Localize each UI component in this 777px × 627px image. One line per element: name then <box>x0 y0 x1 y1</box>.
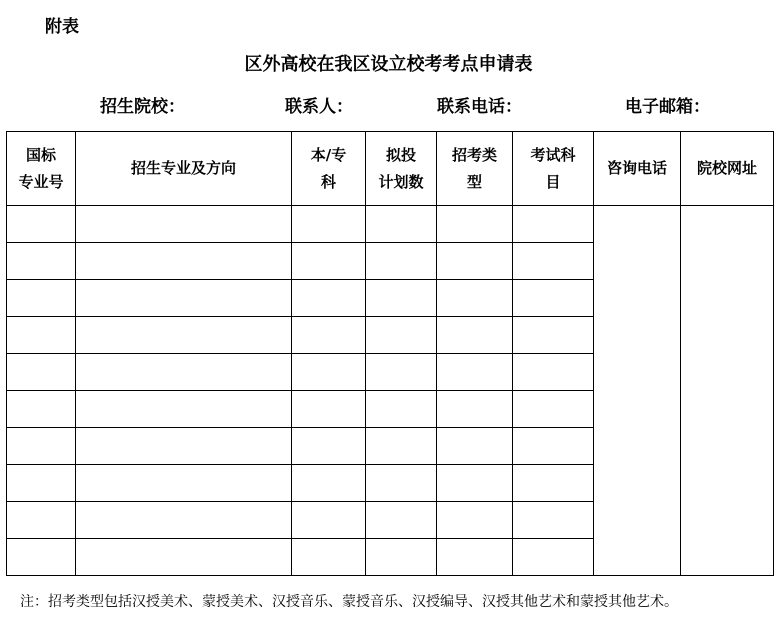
table-cell[interactable] <box>513 317 594 354</box>
table-cell[interactable] <box>513 280 594 317</box>
table-cell[interactable] <box>76 317 292 354</box>
table-cell[interactable] <box>76 354 292 391</box>
contact-field-label: 联系人： <box>285 97 353 117</box>
table-cell[interactable] <box>292 502 366 539</box>
school-field-label: 招生院校： <box>100 97 185 117</box>
phone-field-label: 联系电话： <box>437 97 522 117</box>
table-cell[interactable] <box>513 354 594 391</box>
table-cell[interactable] <box>7 465 76 502</box>
table-cell[interactable] <box>437 502 513 539</box>
header-school-website: 院校网址 <box>681 132 774 206</box>
table-cell[interactable] <box>7 428 76 465</box>
table-cell[interactable] <box>437 317 513 354</box>
table-cell[interactable] <box>76 206 292 243</box>
table-cell[interactable] <box>292 539 366 576</box>
table-cell[interactable] <box>437 539 513 576</box>
table-cell[interactable] <box>366 391 437 428</box>
table-cell[interactable] <box>7 539 76 576</box>
table-cell[interactable] <box>366 465 437 502</box>
email-field-label: 电子邮箱： <box>625 97 710 117</box>
table-cell[interactable] <box>513 428 594 465</box>
header-planned-quota: 拟投 计划数 <box>366 132 437 206</box>
header-exam-subject: 考试科 目 <box>513 132 594 206</box>
table-cell[interactable] <box>7 317 76 354</box>
table-cell[interactable] <box>437 243 513 280</box>
table-cell[interactable] <box>7 354 76 391</box>
table-cell[interactable] <box>437 206 513 243</box>
table-cell[interactable] <box>76 502 292 539</box>
table-cell[interactable] <box>7 280 76 317</box>
footnote: 注：招考类型包括汉授美术、蒙授美术、汉授音乐、蒙授音乐、汉授编导、汉授其他艺术和蒙授其他艺术。 <box>20 594 678 610</box>
table-cell[interactable] <box>366 243 437 280</box>
table-cell[interactable] <box>76 539 292 576</box>
table-cell[interactable] <box>513 539 594 576</box>
table-row <box>7 206 774 243</box>
table-cell[interactable] <box>292 428 366 465</box>
header-consult-phone: 咨询电话 <box>594 132 681 206</box>
table-cell[interactable] <box>366 206 437 243</box>
table-cell[interactable] <box>76 280 292 317</box>
table-cell[interactable] <box>366 317 437 354</box>
table-cell[interactable] <box>76 428 292 465</box>
table-cell[interactable] <box>513 206 594 243</box>
table-cell[interactable] <box>437 280 513 317</box>
table-cell[interactable] <box>437 354 513 391</box>
form-title: 区外高校在我区设立校考考点申请表 <box>244 54 533 75</box>
table-cell[interactable] <box>292 354 366 391</box>
table-cell[interactable] <box>7 502 76 539</box>
table-cell[interactable] <box>292 243 366 280</box>
table-cell[interactable] <box>366 539 437 576</box>
table-header-row <box>7 132 774 206</box>
header-major-direction: 招生专业及方向 <box>76 132 292 206</box>
table-cell[interactable] <box>366 354 437 391</box>
table-cell[interactable] <box>292 206 366 243</box>
table-cell[interactable] <box>366 280 437 317</box>
table-cell[interactable] <box>76 243 292 280</box>
table-cell[interactable] <box>513 243 594 280</box>
header-national-major-code: 国标 专业号 <box>7 132 76 206</box>
table-cell[interactable] <box>513 502 594 539</box>
table-cell[interactable] <box>76 391 292 428</box>
school-website-cell[interactable] <box>681 206 774 576</box>
consult-phone-cell[interactable] <box>594 206 681 576</box>
table-cell[interactable] <box>292 317 366 354</box>
table-cell[interactable] <box>76 465 292 502</box>
table-cell[interactable] <box>7 206 76 243</box>
application-table <box>6 131 774 576</box>
table-cell[interactable] <box>366 428 437 465</box>
table-cell[interactable] <box>437 465 513 502</box>
table-cell[interactable] <box>292 391 366 428</box>
table-cell[interactable] <box>292 280 366 317</box>
header-degree-level: 本/专 科 <box>292 132 366 206</box>
table-cell[interactable] <box>437 428 513 465</box>
table-cell[interactable] <box>513 465 594 502</box>
table-cell[interactable] <box>292 465 366 502</box>
appendix-label: 附表 <box>45 17 79 37</box>
table-cell[interactable] <box>513 391 594 428</box>
table-cell[interactable] <box>7 243 76 280</box>
table-cell[interactable] <box>437 391 513 428</box>
header-exam-type: 招考类 型 <box>437 132 513 206</box>
table-cell[interactable] <box>7 391 76 428</box>
table-cell[interactable] <box>366 502 437 539</box>
